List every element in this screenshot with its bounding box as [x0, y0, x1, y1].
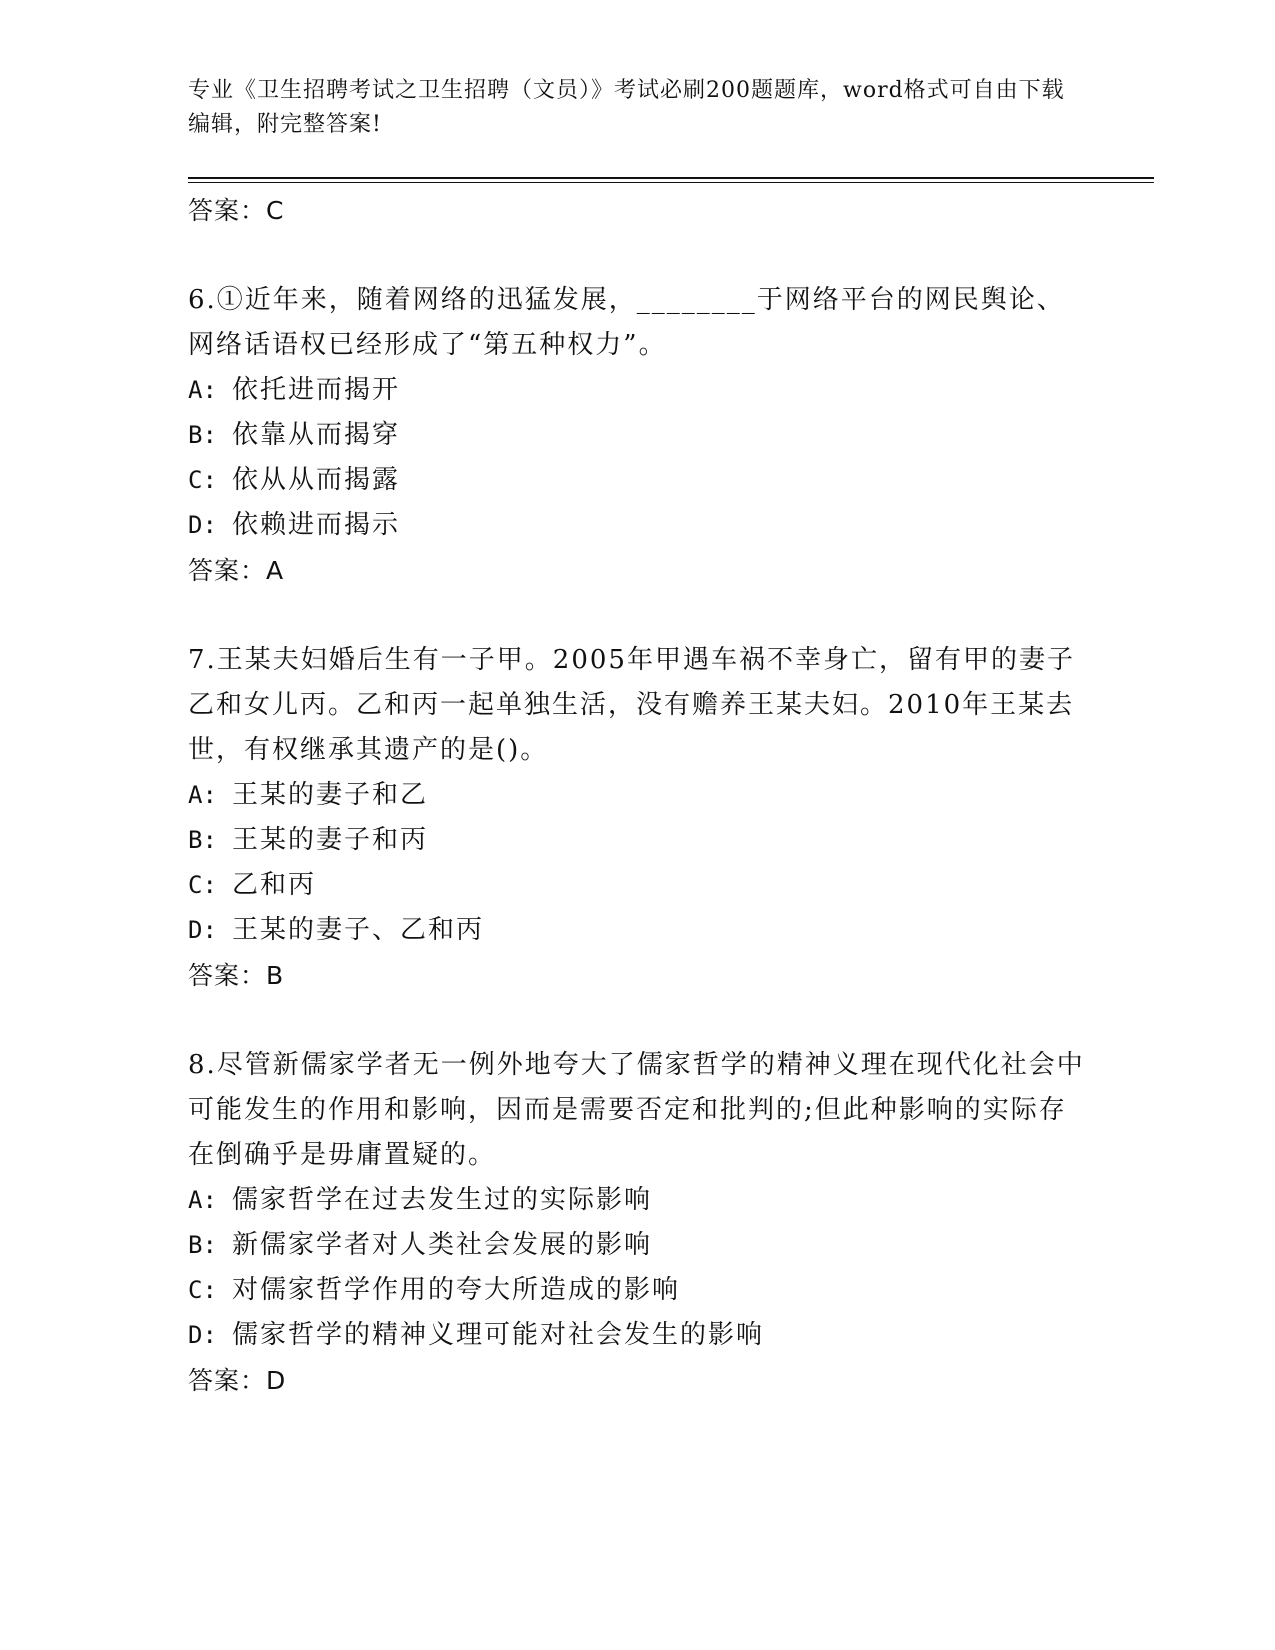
option-letter: C: [188, 871, 217, 899]
option-letter: B: [188, 421, 217, 449]
option-text: 王某的妻子、乙和丙 [232, 915, 485, 945]
option-text: 乙和丙 [232, 870, 317, 900]
question-stem: 8.尽管新儒家学者无一例外地夸大了儒家哲学的精神义理在现代化社会中可能发生的作用和影响，因而是需要否定和批判的;但此种影响的实际存在倒确乎是毋庸置疑的。 [188, 1050, 1085, 1170]
option-letter: D: [188, 511, 217, 539]
question-list [188, 188, 1088, 1448]
option-letter: A: [188, 376, 217, 404]
option-letter: A: [188, 1186, 217, 1214]
option-text: 儒家哲学的精神义理可能对社会发生的影响 [232, 1320, 765, 1350]
option-d [188, 503, 1088, 548]
option-letter: D: [188, 916, 217, 944]
option-d [188, 1313, 1088, 1358]
option-text: 依靠从而揭穿 [232, 420, 401, 450]
option-letter: B: [188, 1231, 217, 1259]
answer-line [188, 548, 1088, 594]
option-text: 依托进而揭开 [232, 375, 401, 405]
option-b [188, 1223, 1088, 1268]
question-6 [188, 278, 1088, 594]
answer-label: 答案： [188, 196, 267, 225]
answer-value: B [266, 961, 285, 990]
option-letter: C: [188, 466, 217, 494]
answer-label: 答案： [188, 1366, 267, 1395]
option-text: 王某的妻子和乙 [232, 780, 429, 810]
header-divider [188, 177, 1154, 179]
option-letter: D: [188, 1321, 217, 1349]
document-header: 专业《卫生招聘考试之卫生招聘（文员）》考试必刷200题题库，word格式可自由下载编辑，附完整答案! [188, 78, 1065, 137]
option-text: 依从从而揭露 [232, 465, 401, 495]
option-c [188, 863, 1088, 908]
question-stem: 7.王某夫妇婚后生有一子甲。2005年甲遇车祸不幸身亡，留有甲的妻子乙和女儿丙。乙和丙一起单独生活，没有赡养王某夫妇。2010年王某去世，有权继承其遗产的是()。 [188, 645, 1075, 765]
answer-line [188, 1358, 1088, 1404]
answer-line [188, 188, 1088, 234]
option-b [188, 413, 1088, 458]
option-c [188, 1268, 1088, 1313]
answer-value: D [266, 1366, 287, 1395]
option-b [188, 818, 1088, 863]
option-d [188, 908, 1088, 953]
option-c [188, 458, 1088, 503]
question-stem: 6.①近年来，随着网络的迅猛发展，________于网络平台的网民舆论、网络话语权已经形成了“第五种权力”。 [188, 285, 1065, 360]
option-letter: A: [188, 781, 217, 809]
option-letter: C: [188, 1276, 217, 1304]
header-divider-thin [188, 182, 1154, 183]
answer-label: 答案： [188, 556, 267, 585]
answer-line [188, 953, 1088, 999]
option-text: 对儒家哲学作用的夸大所造成的影响 [232, 1275, 681, 1305]
option-a [188, 773, 1088, 818]
answer-value: A [266, 556, 285, 585]
option-text: 依赖进而揭示 [232, 510, 401, 540]
option-letter: B: [188, 826, 217, 854]
option-a [188, 368, 1088, 413]
answer-label: 答案： [188, 961, 267, 990]
option-text: 儒家哲学在过去发生过的实际影响 [232, 1185, 653, 1215]
option-a [188, 1178, 1088, 1223]
question-8 [188, 1043, 1088, 1404]
question-7 [188, 638, 1088, 999]
option-text: 王某的妻子和丙 [232, 825, 429, 855]
option-text: 新儒家学者对人类社会发展的影响 [232, 1230, 653, 1260]
answer-value: C [266, 196, 285, 225]
